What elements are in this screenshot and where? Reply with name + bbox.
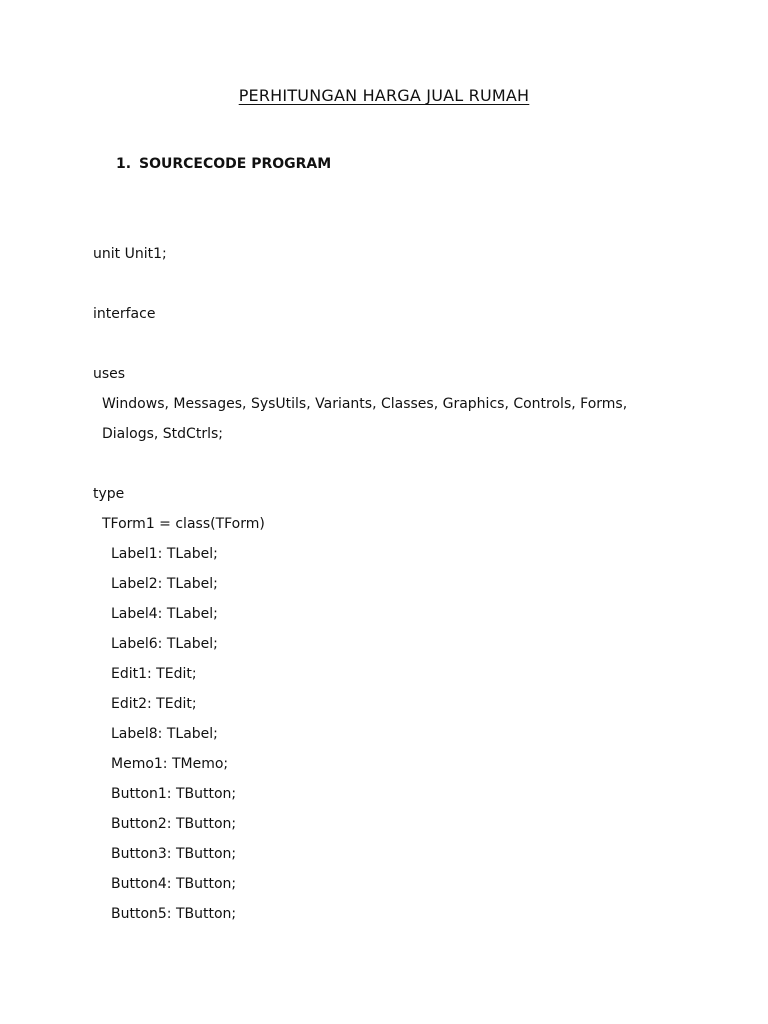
code-line: Label6: TLabel; [111,636,218,652]
code-line: Label8: TLabel; [111,726,218,742]
section-number: 1. [116,156,132,172]
document-title: PERHITUNGAN HARGA JUAL RUMAH [238,86,530,105]
code-line: Memo1: TMemo; [111,756,229,772]
code-line: Edit1: TEdit; [111,666,197,682]
code-line: Label2: TLabel; [111,576,218,592]
code-line: interface [93,306,156,322]
section-heading-text: SOURCECODE PROGRAM [139,156,332,172]
code-line: Button4: TButton; [111,876,237,892]
code-line: Button5: TButton; [111,906,237,922]
code-line: Label4: TLabel; [111,606,218,622]
code-line: uses [93,366,126,382]
code-line-blank [93,334,627,364]
code-line: type [93,486,125,502]
code-line: Dialogs, StdCtrls; [102,426,223,442]
code-line-blank [93,454,627,484]
code-line: Button2: TButton; [111,816,237,832]
code-line: Edit2: TEdit; [111,696,197,712]
source-code-listing [93,244,627,934]
code-line: Button1: TButton; [111,786,237,802]
code-line: Button3: TButton; [111,846,237,862]
code-line: Windows, Messages, SysUtils, Variants, Classes, Graphics, Controls, Forms, [102,396,628,412]
code-line: unit Unit1; [93,246,167,262]
code-line: TForm1 = class(TForm) [102,516,265,532]
code-line: Label1: TLabel; [111,546,218,562]
code-line-blank [93,274,627,304]
section-heading [116,156,331,172]
